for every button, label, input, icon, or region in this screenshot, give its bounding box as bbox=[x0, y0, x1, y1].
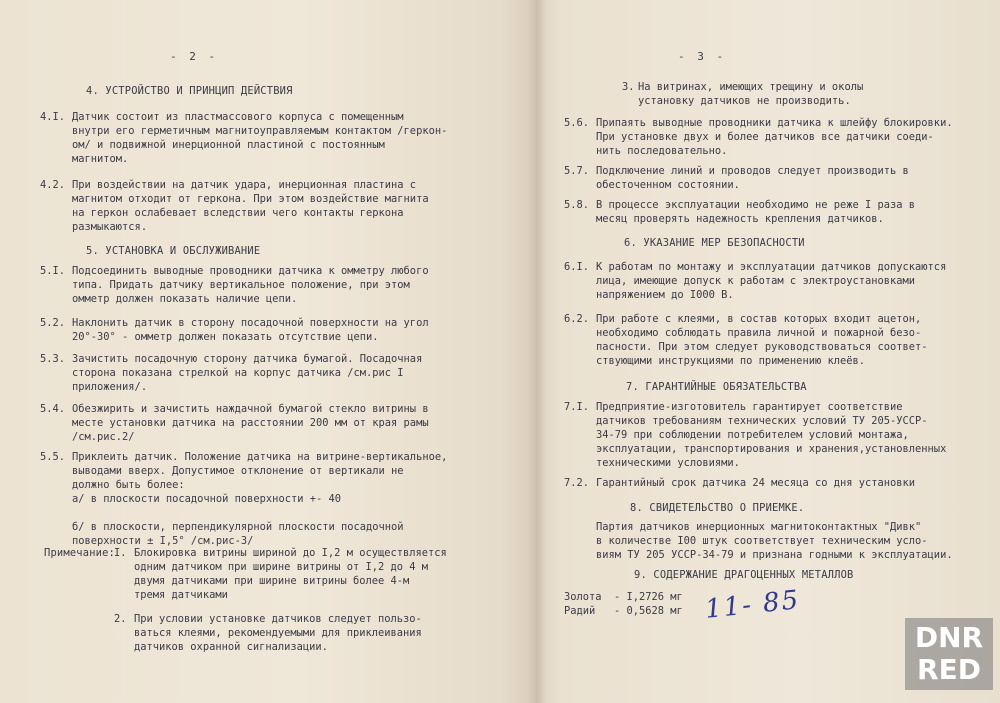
item-text: При работе с клеями, в состав которых входит ацетон, необходимо соблюдать правила личной и пожарной безо- пасности. При этом следует руководствоваться соответ- ствующими инструкциями по применению клеёв. bbox=[596, 313, 928, 367]
item-text: Предприятие-изготовитель гарантирует соответствие датчиков требованиям технических условий ТУ 205-УССР- 34-79 при соблюдении потребителем условий монтажа, эксплуатации, транспортирования и хранения,установленных техническими условиями. bbox=[596, 401, 947, 469]
item-5-2 bbox=[40, 316, 429, 344]
metal-value: - I,2726 мг bbox=[614, 591, 683, 603]
item-number: 5.4. bbox=[40, 403, 66, 415]
item-number: 7.I. bbox=[564, 401, 590, 413]
item-text: Обезжирить и зачистить наждачной бумагой стекло витрины в месте установки датчика на расстоянии 200 мм от края рамы /см.рис.2/ bbox=[72, 403, 429, 443]
item-text: При воздействии на датчик удара, инерционная пластина с магнитом отходит от геркона. При этом воздействие магнита на геркон ослабевает вследствии чего контакты геркона размыкаются. bbox=[72, 179, 429, 233]
item-5-5 bbox=[40, 450, 447, 548]
item-text: К работам по монтажу и эксплуатации датчиков допускаются лица, имеющие допуск к работам с электроустановками напряжением до I000 В. bbox=[596, 261, 947, 301]
item-7-2 bbox=[564, 476, 915, 490]
item-5-1 bbox=[40, 264, 429, 306]
item-number: 3. bbox=[622, 81, 635, 93]
metal-row-radium bbox=[564, 604, 683, 618]
section-9-title: 9. СОДЕРЖАНИЕ ДРАГОЦЕННЫХ МЕТАЛЛОВ bbox=[634, 569, 854, 581]
item-number: 7.2. bbox=[564, 477, 590, 489]
section-5-title: 5. УСТАНОВКА И ОБСЛУЖИВАНИЕ bbox=[86, 245, 261, 257]
item-5-4 bbox=[40, 402, 429, 444]
item-number: 5.6. bbox=[564, 117, 590, 129]
item-5-3 bbox=[40, 352, 422, 394]
handwritten-date-note: 11- 85 bbox=[703, 585, 802, 625]
section-8-text bbox=[596, 520, 953, 562]
note-text: При условии установке датчиков следует пользо- ваться клеями, рекомендуемыми для приклеивания датчиков охранной сигнализации. bbox=[134, 613, 422, 653]
item-text: На витринах, имеющих трещину и околы установку датчиков не производить. bbox=[638, 81, 864, 107]
section-6-title: 6. УКАЗАНИЕ МЕР БЕЗОПАСНОСТИ bbox=[624, 237, 805, 249]
section-4-title: 4. УСТРОЙСТВО И ПРИНЦИП ДЕЙСТВИЯ bbox=[86, 85, 293, 97]
watermark-line-2: RED bbox=[917, 653, 981, 686]
item-number: 6.I. bbox=[564, 261, 590, 273]
item-number: 5.5. bbox=[40, 451, 66, 463]
item-text: В процессе эксплуатации необходимо не реже I раза в месяц проверять надежность крепления датчиков. bbox=[596, 199, 916, 225]
item-number: 5.2. bbox=[40, 317, 66, 329]
note-number: I. bbox=[114, 547, 127, 559]
page-number: - 2 - bbox=[170, 50, 219, 63]
metal-name: Золота bbox=[564, 591, 602, 603]
item-number: 4.2. bbox=[40, 179, 66, 191]
item-text: Зачистить посадочную сторону датчика бумагой. Посадочная сторона показана стрелкой на корпус датчика /см.рис I приложения/. bbox=[72, 353, 423, 393]
metal-row-gold bbox=[564, 590, 683, 604]
item-text: Гарантийный срок датчика 24 месяца со дня установки bbox=[596, 477, 916, 489]
item-6-1 bbox=[564, 260, 946, 302]
watermark-logo bbox=[905, 618, 993, 690]
item-text: Припаять выводные проводники датчика к шлейфу блокировки. При установке двух и более датчиков все датчики соеди- нить последовательно. bbox=[596, 117, 953, 157]
item-number: 4.I. bbox=[40, 111, 66, 123]
item-6-2 bbox=[564, 312, 928, 368]
item-text: Подключение линий и проводов следует производить в обесточенном состоянии. bbox=[596, 165, 909, 191]
item-text: Подсоединить выводные проводники датчика к омметру любого типа. Придать датчику вертикальное положение, при этом омметр должен показать наличие цепи. bbox=[72, 265, 429, 305]
note-1 bbox=[114, 546, 447, 602]
item-number: 5.7. bbox=[564, 165, 590, 177]
item-4-1 bbox=[40, 110, 447, 166]
item-text: Датчик состоит из пластмассового корпуса с помещенным внутри его герметичным магнитоуправляемым контактом /геркон- ом/ и подвижной инерционной пластиной с постоянным магнитом. bbox=[72, 111, 448, 165]
note-text: Блокировка витрины шириной до I,2 м осуществляется одним датчиком при ширине витрины от I,2 до 4 м двумя датчиками при ширине витрины более 4-м тремя датчиками bbox=[134, 547, 447, 601]
section-8-title: 8. СВИДЕТЕЛЬСТВО О ПРИЕМКЕ. bbox=[630, 502, 805, 514]
item-4-2 bbox=[40, 178, 429, 234]
item-5-7 bbox=[564, 164, 909, 192]
section-7-title: 7. ГАРАНТИЙНЫЕ ОБЯЗАТЕЛЬСТВА bbox=[626, 381, 807, 393]
left-page bbox=[40, 0, 530, 703]
note-label: Примечание: bbox=[44, 547, 116, 559]
item-5-6 bbox=[564, 116, 953, 158]
metal-value: - 0,5628 мг bbox=[614, 605, 683, 617]
note-number: 2. bbox=[114, 613, 127, 625]
item-number: 5.8. bbox=[564, 199, 590, 211]
certificate-text: Партия датчиков инерционных магнитоконтактных "Дивк" в количестве I00 штук соответствует техническим усло- виям ТУ 205 УССР-34-79 и признана годными к эксплуатации. bbox=[596, 521, 953, 561]
continued-item-3 bbox=[622, 80, 863, 108]
page-number: - 3 - bbox=[678, 50, 727, 63]
item-text: Наклонить датчик в сторону посадочной поверхности на угол 20°-30° - омметр должен показать отсутствие цепи. bbox=[72, 317, 429, 343]
item-number: 6.2. bbox=[564, 313, 590, 325]
page-fold bbox=[528, 0, 546, 703]
item-number: 5.3. bbox=[40, 353, 66, 365]
metal-name: Радий bbox=[564, 605, 596, 617]
item-7-1 bbox=[564, 400, 946, 470]
item-text: Приклеить датчик. Положение датчика на витрине-вертикальное, выводами вверх. Допустимое отклонение от вертикали не должно быть более: а/ в плоскости посадочной поверхности +- 40 б/ в плоскости, перпендикулярной плоскости посадочной поверхности ± I,5° /см.рис-3/ bbox=[72, 451, 448, 547]
item-number: 5.I. bbox=[40, 265, 66, 277]
note-2 bbox=[114, 612, 422, 654]
item-5-8 bbox=[564, 198, 915, 226]
watermark-line-1: DNR bbox=[914, 621, 984, 654]
